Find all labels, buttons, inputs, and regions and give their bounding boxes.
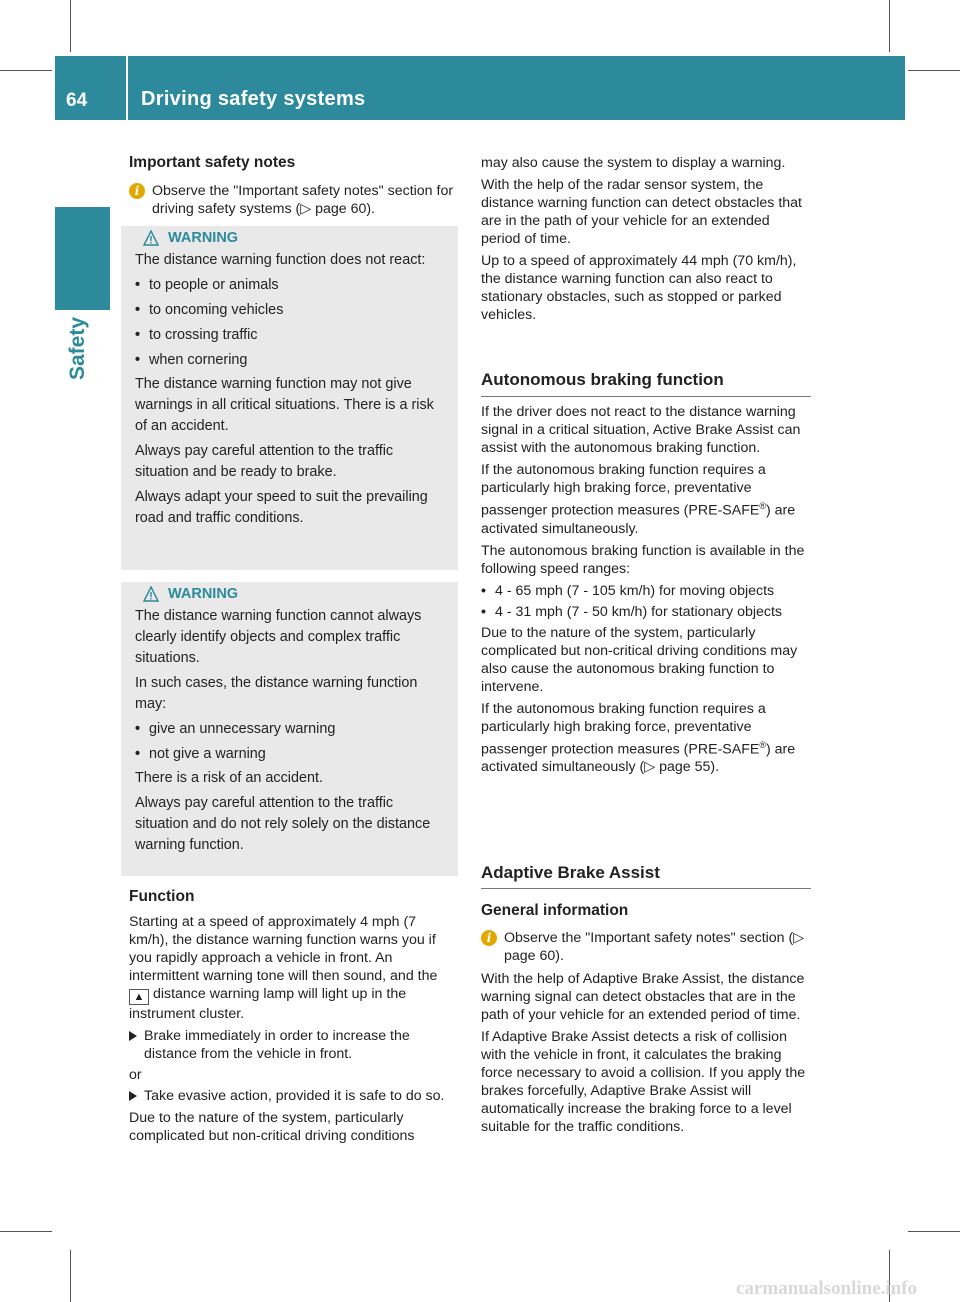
important-text: Observe the "Important safety notes" section for driving safety systems (▷ page 60). [152, 183, 454, 217]
function-text-part: Starting at a speed of approximately 4 mph (7 km/h), the distance warning function warns you if you rapidly approach a vehicle in front. An intermittent warning tone will then sound, and the [129, 914, 438, 984]
general-note [481, 929, 811, 965]
general-paragraph: If Adaptive Brake Assist detects a risk of collision with the vehicle in front, it calculates the braking force necessary to avoid a collision. If you apply the brakes forcefully, Adaptive Brake Assist will automatically increase the braking force to a level suitable for the traffic conditions. [481, 1029, 806, 1135]
warning-intro: The distance warning function does not react: [135, 252, 426, 268]
step-arrow-icon [129, 1091, 137, 1101]
crop-mark [908, 1231, 960, 1232]
list-item: • 4 - 31 mph (7 - 50 km/h) for stationary objects [481, 603, 811, 621]
important-note [129, 182, 459, 218]
important-heading: Important safety notes [129, 154, 296, 171]
page-number: 64 [66, 90, 88, 111]
heading-rule [481, 888, 811, 889]
cont-text: may also cause the system to display a warning. [481, 155, 786, 171]
general-info-text: Observe the "Important safety notes" section (▷ page 60). [504, 930, 805, 964]
auto-paragraph: The autonomous braking function is available in the following speed ranges: [481, 542, 805, 577]
warning-box-1 [121, 226, 458, 570]
speed-list [481, 582, 811, 621]
watermark: carmanualsonline.info [736, 1278, 918, 1299]
warning-paragraph: There is a risk of an accident. [135, 770, 323, 786]
heading-rule [481, 396, 811, 397]
step-arrow-icon [129, 1031, 137, 1041]
warning-list [135, 275, 448, 371]
list-item: • to people or animals [135, 275, 448, 296]
warning-paragraph: The distance warning function may not give warnings in all critical situations. There is a risk of an accident. [135, 376, 434, 434]
warning-triangle-icon [143, 230, 159, 246]
function-text [129, 913, 459, 1023]
crop-mark [70, 0, 71, 52]
speed-text: Up to a speed of approximately 44 mph (70 km/h), the distance warning function can also react to stationary obstacles, such as stopped or parked vehicles. [481, 253, 797, 323]
info-icon: i [129, 183, 145, 199]
auto-text-part: ) are activated simultaneously (▷ page 55). [481, 741, 796, 776]
warning-paragraph: Always pay careful attention to the traffic situation and be ready to brake. [135, 443, 394, 480]
crop-mark [908, 70, 960, 71]
info-icon: i [481, 930, 497, 946]
crop-mark [70, 1250, 71, 1302]
right-intro [481, 154, 811, 324]
sidebar-label: Safety [66, 316, 89, 380]
warning-intro: The distance warning function cannot always clearly identify objects and complex traffic situations. [135, 608, 422, 666]
auto-paragraph: Due to the nature of the system, particularly complicated but non-critical driving conditions may also cause the autonomous braking function to intervene. [481, 624, 798, 695]
list-item: • when cornering [135, 350, 448, 371]
registered-mark: ® [759, 501, 766, 511]
due-text: Due to the nature of the system, particularly complicated but non-critical driving conditions [129, 1110, 415, 1144]
auto-paragraph [481, 700, 811, 777]
step-text: Brake immediately in order to increase the distance from the vehicle in front. [144, 1028, 410, 1062]
step-item [129, 1087, 459, 1105]
list-item: • give an unnecessary warning [135, 719, 448, 740]
radar-text: With the help of the radar sensor system, the distance warning function can detect obstacles that are in the path of your vehicle for an extended period of time. [481, 177, 802, 247]
list-item: • not give a warning [135, 744, 448, 765]
general-paragraph: With the help of Adaptive Brake Assist, the distance warning signal can detect obstacles that are in the path of your vehicle for an extended period of time. [481, 971, 805, 1023]
list-item: • to crossing traffic [135, 325, 448, 346]
warning-paragraph: Always adapt your speed to suit the prevailing road and traffic conditions. [135, 489, 428, 526]
or-text: or [129, 1067, 142, 1083]
aba-heading: Adaptive Brake Assist [481, 863, 660, 882]
warning-header [143, 586, 448, 602]
section-title: Driving safety systems [141, 88, 366, 110]
distance-warning-lamp-icon: ▲ [129, 989, 149, 1005]
registered-mark: ® [759, 739, 766, 750]
auto-paragraph: If the driver does not react to the distance warning signal in a critical situation, Active Brake Assist can assist with the autonomous braking function. [481, 404, 801, 456]
general-heading: General information [481, 902, 629, 919]
warning-label: WARNING [168, 586, 239, 602]
step-item [129, 1027, 459, 1063]
crop-mark [889, 0, 890, 52]
autonomous-body [481, 403, 811, 776]
function-heading: Function [129, 888, 195, 905]
warning-triangle-icon [143, 586, 159, 602]
step-text: Take evasive action, provided it is safe to do so. [144, 1088, 445, 1104]
warning-header [143, 230, 448, 246]
auto-text-part: ) are activated simultaneously. [481, 502, 796, 537]
general-body [481, 929, 811, 1136]
auto-paragraph [481, 461, 811, 538]
list-item: • to oncoming vehicles [135, 300, 448, 321]
warning-list [135, 719, 448, 765]
crop-mark [0, 1231, 52, 1232]
auto-text-part: If the autonomous braking function requires a particularly high braking force, preventative passenger protection measures (PRE-SAFE [481, 462, 766, 519]
warning-box-2 [121, 582, 458, 876]
warning-paragraph: In such cases, the distance warning function may: [135, 675, 418, 712]
list-item: • 4 - 65 mph (7 - 105 km/h) for moving objects [481, 582, 811, 600]
header-divider [126, 56, 128, 120]
warning-label: WARNING [168, 230, 239, 246]
auto-text-part: If the autonomous braking function requires a particularly high braking force, preventative passenger protection measures (PRE-SAFE [481, 700, 766, 758]
crop-mark [0, 70, 52, 71]
function-body [129, 913, 459, 1145]
function-text-part: distance warning lamp will light up in the instrument cluster. [129, 986, 407, 1022]
warning-paragraph: Always pay careful attention to the traffic situation and do not rely solely on the distance warning function. [135, 795, 431, 853]
autonomous-heading: Autonomous braking function [481, 370, 724, 389]
